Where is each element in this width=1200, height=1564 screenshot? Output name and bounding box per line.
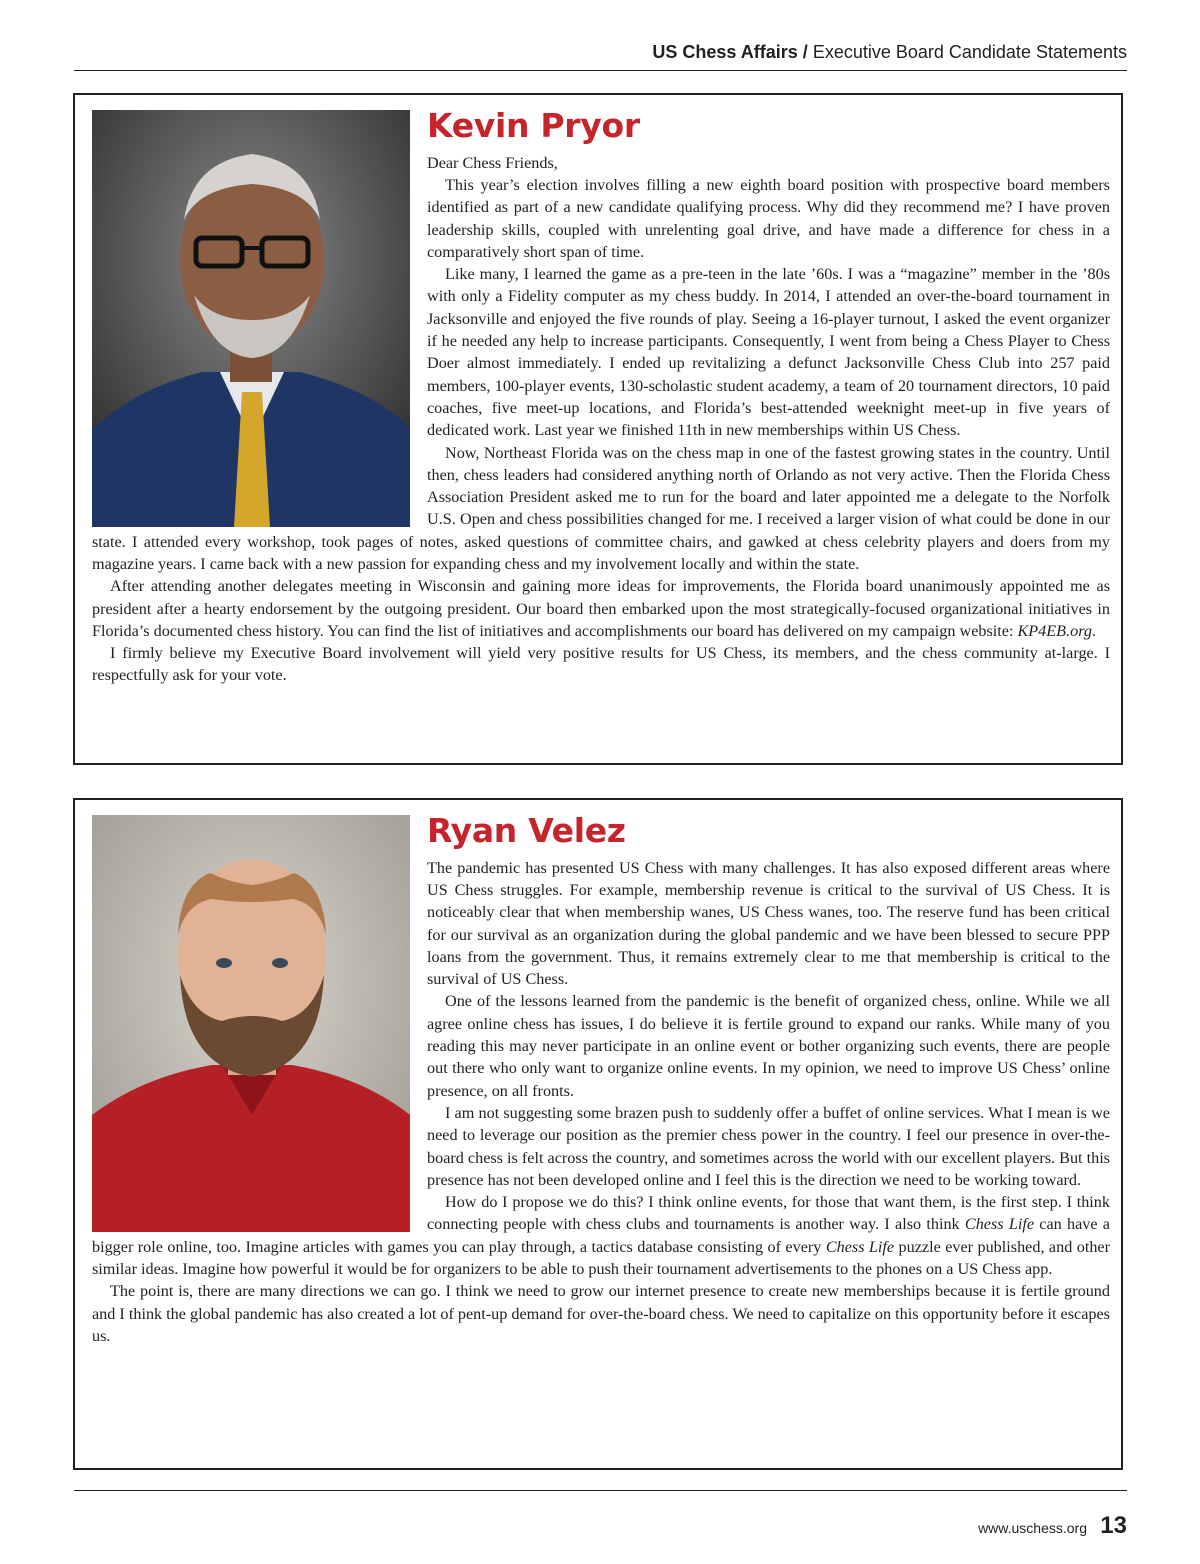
candidate-statement bbox=[92, 811, 1110, 1347]
statement-paragraph: The point is, there are many directions we can go. I think we need to grow our internet presence to create new memberships because it is fertile ground and I think the global pandemic has also created a lot of pent-up demand for over-the-board chess. We need to capitalize on this opportunity before it escapes us. bbox=[92, 1282, 1110, 1345]
statement-paragraph: I am not suggesting some brazen push to suddenly offer a buffet of online services. What I mean is we need to leverage our position as the premier chess power in the country. I feel our presence in over-the-board chess is felt across the country, and sometimes across the world with our excellent players. But this presence has not been developed online and I feel this is the direction we need to be working toward. bbox=[427, 1103, 1110, 1189]
paragraph-end: . bbox=[1092, 621, 1097, 640]
statement-paragraph: I firmly believe my Executive Board involvement will yield very positive results for US Chess, its members, and the chess community at-large. I respectfully ask for your vote. bbox=[92, 644, 1110, 685]
page-number: 13 bbox=[1100, 1512, 1127, 1539]
running-header bbox=[74, 42, 1127, 71]
statement-paragraph: One of the lessons learned from the pandemic is the benefit of organized chess, online. While we all agree online chess has issues, I do believe it is fertile ground to expand our ranks. While many of you reading this may never participate in an online event or bother organizing such events, there are people out there who only want to organize online events. In my opinion, we need to improve US Chess’ online presence, on all fronts. bbox=[427, 992, 1110, 1100]
salutation: Dear Chess Friends, bbox=[427, 153, 558, 172]
header-subtitle: Executive Board Candidate Statements bbox=[812, 42, 1127, 62]
statement-paragraph bbox=[92, 575, 1110, 642]
paragraph-text: can have a bigger role online, too. Imagine articles with games you can play through, a tactics database consisting of every bbox=[92, 1215, 1110, 1256]
footer-url[interactable]: www.uschess.org bbox=[978, 1520, 1087, 1536]
header-section: US Chess Affairs bbox=[652, 42, 798, 62]
publication-title: Chess Life bbox=[825, 1237, 895, 1256]
candidate-name: Kevin Pryor bbox=[427, 106, 640, 145]
candidate-statement bbox=[92, 106, 1110, 687]
paragraph-text: How do I propose we do this? I think online events, for those that want them, is the first step. I think connecting people with chess clubs and tournaments is another way. I also think bbox=[427, 1193, 1110, 1234]
statement-paragraph: Now, Northeast Florida was on the chess map in one of the fastest growing states in the country. Until then, chess leaders had considered anything north of Orlando as not very active. Then the Florida Chess Association President asked me to run for the board and later appointed me a delegate to the Norfolk U.S. Open and chess possibilities changed for me. I received a larger vision of what could be done in our state. I attended every workshop, took pages of notes, asked questions of committee chairs, and gawked at chess celebrity players and doers from my magazine years. I came back with a new passion for expanding chess and my involvement locally and within the state. bbox=[92, 443, 1110, 573]
publication-title: Chess Life bbox=[964, 1215, 1035, 1234]
paragraph-text: puzzle ever published, and other similar ideas. Imagine how powerful it would be for organizers to be able to push their tournament advertisements to the phones on a US Chess app. bbox=[92, 1237, 1110, 1278]
candidate-card-kevin-pryor bbox=[73, 93, 1123, 765]
candidate-card-ryan-velez bbox=[73, 798, 1123, 1470]
footer-rule bbox=[74, 1490, 1127, 1491]
candidate-name: Ryan Velez bbox=[427, 811, 626, 850]
header-separator: / bbox=[802, 42, 808, 62]
statement-paragraph: The pandemic has presented US Chess with many challenges. It has also exposed different areas where US Chess struggles. For example, membership revenue is critical to the survival of US Chess. It is noticeably clear that when membership wanes, US Chess wanes, too. The reserve fund has been critical for our survival as an organization during the global pandemic and we have been blessed to secure PPP loans from the government. Thus, it remains extremely clear to me that membership is critical to the survival of US Chess. bbox=[427, 858, 1110, 989]
campaign-website-link[interactable]: KP4EB.org bbox=[1017, 621, 1092, 640]
statement-paragraph: Like many, I learned the game as a pre-teen in the late ’60s. I was a “magazine” member in the ’80s with only a Fidelity computer as my chess buddy. In 2014, I attended an over-the-board tournament in Jacksonville and enjoyed the five rounds of play. Seeing a 16-player turnout, I asked the event organizer if he needed any help to increase participants. Consequently, I went from being a Chess Player to Chess Doer almost immediately. I ended up revitalizing a defunct Jacksonville Chess Club into 257 paid members, 100-player events, 130-scholastic student academy, a team of 20 tournament directors, 10 paid coaches, five meet-up locations, and Florida’s best-attended weeknight meet-up in five years of dedicated work. Last year we finished 11th in new memberships within US Chess. bbox=[427, 265, 1110, 440]
paragraph-text: After attending another delegates meeting in Wisconsin and gaining more ideas for improvements, the Florida board unanimously appointed me as president after a hearty endorsement by the outgoing president. Our board then embarked upon the most strategically-focused organizational initiatives in Florida’s documented chess history. You can find the list of initiatives and accomplishments our board has delivered on my campaign website: bbox=[92, 577, 1110, 640]
statement-paragraph: This year’s election involves filling a new eighth board position with prospective board members identified as part of a new candidate qualifying process. Why did they recommend me? I have proven leadership skills, coupled with unrelenting goal drive, and have made a difference for chess in a comparatively short span of time. bbox=[427, 175, 1110, 261]
